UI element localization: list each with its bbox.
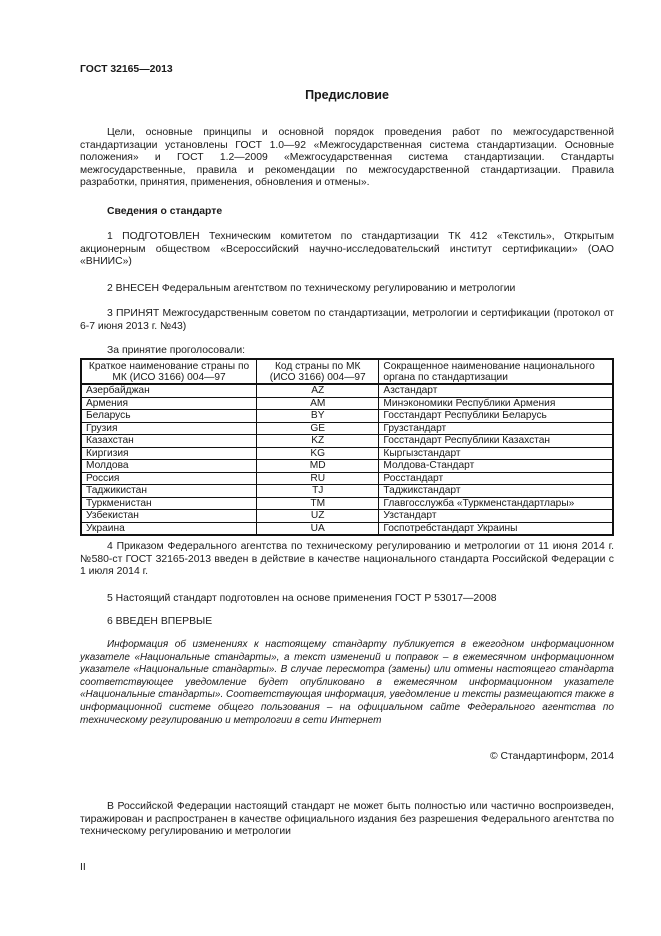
cell-body: Узстандарт <box>379 510 613 523</box>
table-row <box>81 460 613 473</box>
info-paragraph: Информация об изменениях к настоящему стандарту публикуется в ежегодном информационном указателе «Национальные стандарты», а текст изменений и поправок – в ежемесячном информационном указателе «Национальные стандарты». В случае пересмотра (замены) или отмены настоящего стандарта соответствующее уведомление будет опубликовано в ежемесячном информационном указателе «Национальные стандарты». Соответствующая информация, уведомление и тексты размещаются также в информационной системе общего пользования – на официальном сайте Федерального агентства по техническому регулированию и метрологии в сети Интернет <box>80 639 614 726</box>
cell-code: RU <box>257 472 379 485</box>
cell-body: Грузстандарт <box>379 422 613 435</box>
cell-body: Кыргызстандарт <box>379 447 613 460</box>
countries-table <box>80 358 614 536</box>
cell-code: UZ <box>257 510 379 523</box>
cell-code: KZ <box>257 435 379 448</box>
cell-country: Беларусь <box>81 410 257 423</box>
table-row <box>81 485 613 498</box>
table-row <box>81 497 613 510</box>
cell-country: Киргизия <box>81 447 257 460</box>
header-body: Сокращенное наименование национального органа по стандартизации <box>379 359 613 384</box>
cell-code: KG <box>257 447 379 460</box>
cell-body: Минэкономики Республики Армения <box>379 397 613 410</box>
cell-country: Россия <box>81 472 257 485</box>
cell-code: TM <box>257 497 379 510</box>
cell-code: MD <box>257 460 379 473</box>
cell-country: Армения <box>81 397 257 410</box>
table-row <box>81 510 613 523</box>
table-row <box>81 522 613 535</box>
cell-body: Госпотребстандарт Украины <box>379 522 613 535</box>
cell-code: BY <box>257 410 379 423</box>
intro-paragraph: Цели, основные принципы и основной порядок проведения работ по межгосударственной стандартизации установлены ГОСТ 1.0—92 «Межгосударственная система стандартизации. Основные положения» и ГОСТ 1.2—2009 «Межгосударственная система стандартизации. Стандарты межгосударственные, правила и рекомендации по межгосударственной стандартизации. Правила разработки, принятия, применения, обновления и отмены». <box>80 127 614 189</box>
paragraph-2: 2 ВНЕСЕН Федеральным агентством по техническому регулированию и метрологии <box>107 283 516 294</box>
copyright: © Стандартинформ, 2014 <box>489 751 614 762</box>
cell-body: Молдова-Стандарт <box>379 460 613 473</box>
cell-code: UA <box>257 522 379 535</box>
paragraph-5: 5 Настоящий стандарт подготовлен на основе применения ГОСТ Р 53017—2008 <box>107 593 497 604</box>
section-title: Сведения о стандарте <box>107 206 223 217</box>
cell-code: GE <box>257 422 379 435</box>
header-country: Краткое наименование страны по МК (ИСО 3166) 004—97 <box>81 359 257 384</box>
cell-body: Таджикстандарт <box>379 485 613 498</box>
cell-body: Госстандарт Республики Беларусь <box>379 410 613 423</box>
cell-country: Казахстан <box>81 435 257 448</box>
table-row <box>81 410 613 423</box>
paragraph-6: 6 ВВЕДЕН ВПЕРВЫЕ <box>107 616 213 627</box>
cell-body: Госстандарт Республики Казахстан <box>379 435 613 448</box>
cell-country: Азербайджан <box>81 384 257 397</box>
cell-country: Туркменистан <box>81 497 257 510</box>
cell-country: Украина <box>81 522 257 535</box>
cell-code: AM <box>257 397 379 410</box>
paragraph-4: 4 Приказом Федерального агентства по техническому регулированию и метрологии от 11 июня 2014 г. №580-ст ГОСТ 32165-2013 введен в действие в качестве национального стандарта Российской Федерации с 1 июля 2014 г. <box>80 541 614 578</box>
paragraph-1: 1 ПОДГОТОВЛЕН Техническим комитетом по стандартизации ТК 412 «Текстиль», Открытым акционерным обществом «Всероссийский научно-исследовательский институт сертификации» (ОАО «ВНИИС») <box>80 231 614 268</box>
paragraph-3: 3 ПРИНЯТ Межгосударственным советом по стандартизации, метрологии и сертификации (протокол от 6-7 июня 2013 г. №43) <box>80 308 614 332</box>
cell-country: Грузия <box>81 422 257 435</box>
cell-code: AZ <box>257 384 379 397</box>
table-row <box>81 447 613 460</box>
page-title: Предисловие <box>305 88 389 102</box>
header-code: Код страны по МК (ИСО 3166) 004—97 <box>257 359 379 384</box>
cell-body: Главгосслужба «Туркменстандартлары» <box>379 497 613 510</box>
cell-country: Узбекистан <box>81 510 257 523</box>
document-header: ГОСТ 32165—2013 <box>80 64 173 75</box>
table-header-row <box>81 359 613 384</box>
table-row <box>81 435 613 448</box>
cell-country: Таджикистан <box>81 485 257 498</box>
table-row <box>81 397 613 410</box>
cell-body: Азстандарт <box>379 384 613 397</box>
cell-body: Росстандарт <box>379 472 613 485</box>
table-row <box>81 384 613 397</box>
table-row <box>81 422 613 435</box>
cell-code: TJ <box>257 485 379 498</box>
page-number: II <box>80 862 86 873</box>
table-row <box>81 472 613 485</box>
notice-paragraph: В Российской Федерации настоящий стандарт не может быть полностью или частично воспроизведен, тиражирован и распространен в качестве официального издания без разрешения Федерального агентства по техническому регулированию и метрологии <box>80 801 614 838</box>
cell-country: Молдова <box>81 460 257 473</box>
vote-label: За принятие проголосовали: <box>107 345 246 356</box>
